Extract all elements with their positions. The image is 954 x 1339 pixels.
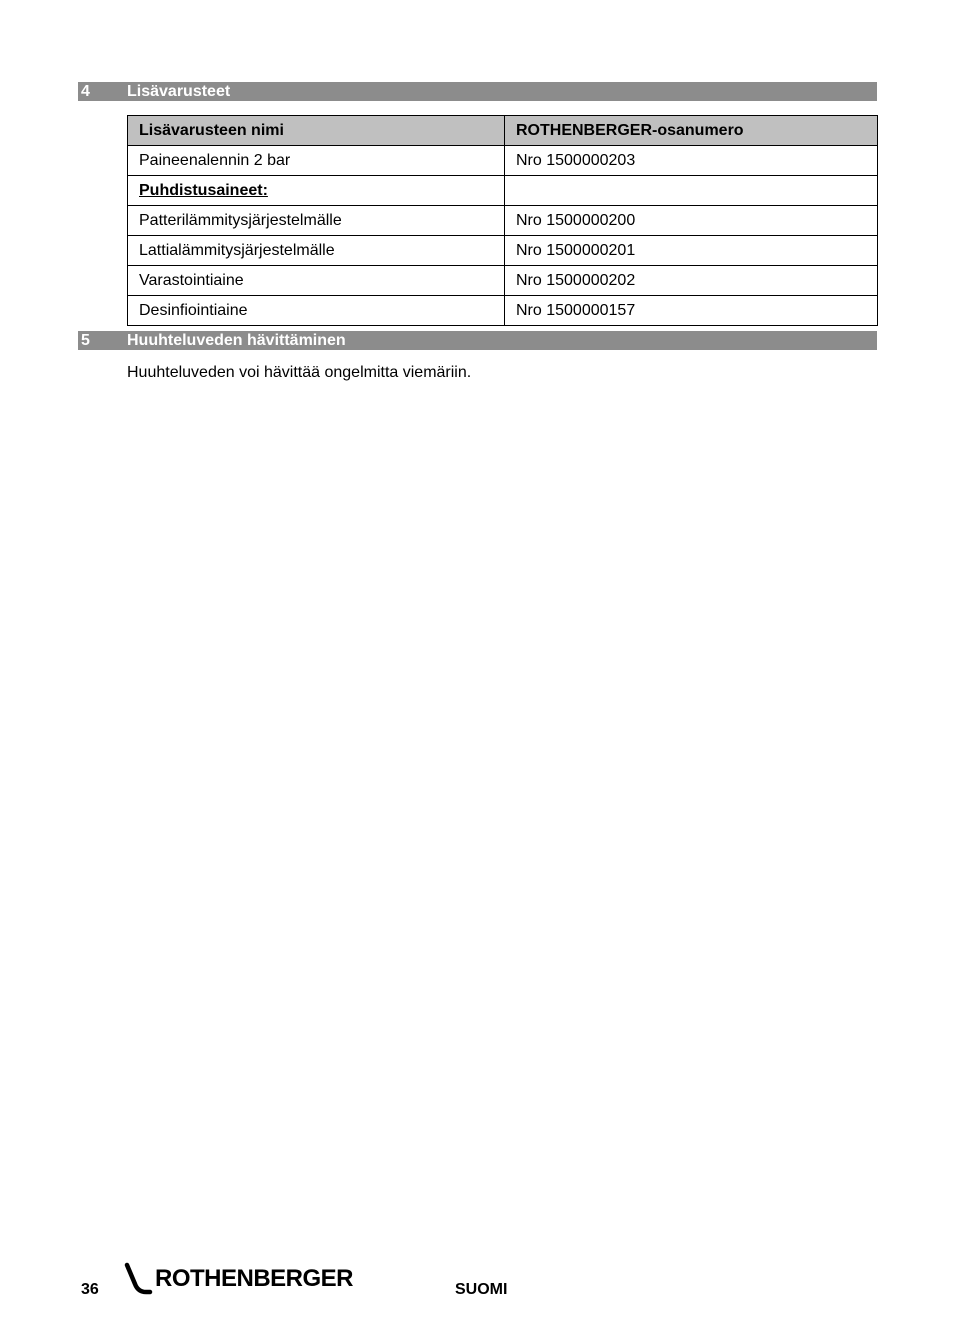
part-number: Nro 1500000203 xyxy=(505,146,878,176)
accessory-name: Desinfiointiaine xyxy=(128,296,505,326)
section-5-paragraph: Huuhteluveden voi hävittää ongelmitta viemäriin. xyxy=(127,364,472,381)
column-header-part-number: ROTHENBERGER-osanumero xyxy=(505,116,878,146)
section-number: 4 xyxy=(81,83,90,100)
part-number: Nro 1500000202 xyxy=(505,266,878,296)
accessories-table xyxy=(127,115,878,326)
part-number: Nro 1500000200 xyxy=(505,206,878,236)
table-row xyxy=(128,206,878,236)
brand-wordmark: ROTHENBERGER xyxy=(155,1265,354,1292)
table-row xyxy=(128,296,878,326)
part-number: Nro 1500000157 xyxy=(505,296,878,326)
section-5-heading xyxy=(78,331,877,350)
page-number: 36 xyxy=(81,1281,99,1298)
accessory-name: Paineenalennin 2 bar xyxy=(128,146,505,176)
table-row xyxy=(128,236,878,266)
section-4-heading xyxy=(78,82,877,101)
subheading-cleaning-agents: Puhdistusaineet: xyxy=(128,176,505,206)
section-number: 5 xyxy=(81,332,90,349)
part-number: Nro 1500000201 xyxy=(505,236,878,266)
section-title: Huuhteluveden hävittäminen xyxy=(127,332,346,349)
brand-hook-icon xyxy=(124,1262,158,1298)
table-row xyxy=(128,146,878,176)
table-row xyxy=(128,176,878,206)
accessory-name: Patterilämmitysjärjestelmälle xyxy=(128,206,505,236)
section-title: Lisävarusteet xyxy=(127,83,231,100)
table-row xyxy=(128,266,878,296)
part-number xyxy=(505,176,878,206)
accessory-name: Varastointiaine xyxy=(128,266,505,296)
accessory-name: Lattialämmitysjärjestelmälle xyxy=(128,236,505,266)
table-header-row xyxy=(128,116,878,146)
footer-language: SUOMI xyxy=(455,1281,508,1298)
column-header-name: Lisävarusteen nimi xyxy=(128,116,505,146)
